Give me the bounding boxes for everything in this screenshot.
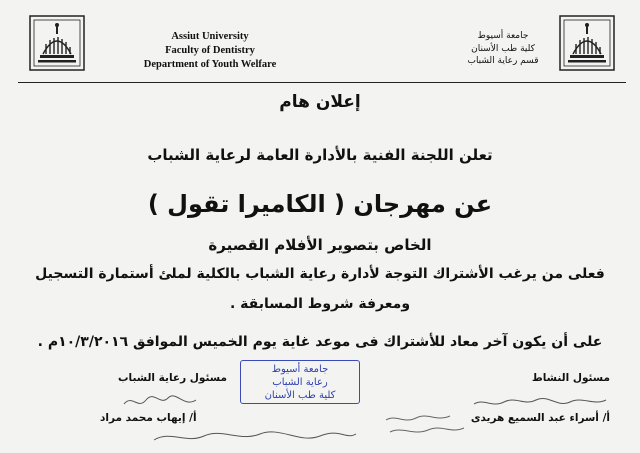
competition-terms-line: ومعرفة شروط المسابقة . [229,296,411,312]
header-en-university: Assiut University [171,31,249,42]
activity-officer-name: أ/ أسراء عبد السميع هريدى [470,412,610,424]
youth-officer-role: مسئول رعاية الشباب [118,372,227,384]
stamp-university: جامعة أسيوط [271,364,329,375]
assiut-university-logo [28,14,86,72]
stamp-faculty: كلية طب الأسنان [264,390,336,401]
header-en-faculty: Faculty of Dentistry [165,45,255,56]
announcement-title: إعلان هام [279,92,361,112]
youth-officer-name: أ/ إيهاب محمد مراد [100,412,197,424]
header-ar-department: قسم رعاية الشباب [467,56,539,66]
header-ar-university: جامعة أسيوط [477,31,529,41]
youth-officer-signature [120,392,200,412]
announcement-subtitle: تعلن اللجنة الفنية بالأدارة العامة لرعاية الشباب [147,146,493,164]
handwritten-note-signature [150,426,360,448]
header-en-department: Department of Youth Welfare [143,59,277,70]
activity-officer-role: مسئول النشاط [531,372,610,384]
header-ar-faculty: كلية طب الأسنان [471,43,535,54]
short-films-line: الخاص بتصوير الأفلام القصيرة [208,236,432,254]
header-arabic [448,30,558,68]
registration-paragraph: فعلى من يرغب الأشتراك التوجة لأدارة رعاية الشباب بالكلية لملئ أستمارة التسجيل [35,266,605,282]
festival-name: عن مهرجان ( الكاميرا تقول ) [147,190,493,218]
deadline-line: على أن يكون آخر معاد للأشتراك فى موعد غاية يوم الخميس الموافق ١٠/٣/٢٠١٦م . [37,334,603,350]
activity-officer-signature [470,394,610,412]
header-divider [18,82,626,83]
official-stamp [240,360,360,404]
handwritten-note-center [380,410,470,440]
assiut-university-logo-right [558,14,616,72]
stamp-youth-welfare: رعاية الشباب [272,377,328,388]
header-english [110,30,310,72]
